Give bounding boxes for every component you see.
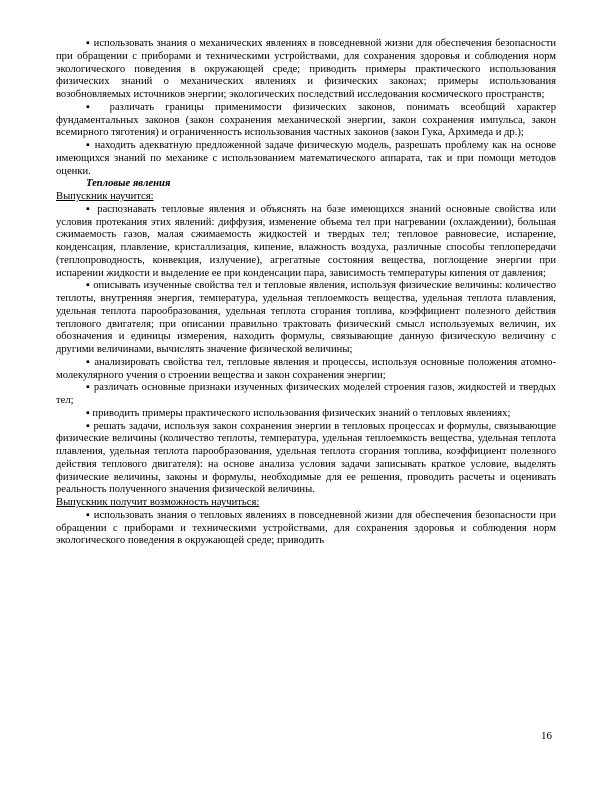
page-number: 16	[541, 730, 552, 742]
bullet-paragraph: ▪ использовать знания о механических явлениях в повседневной жизни для обеспечения безопасности при обращении с приборами и техническими устройствами, для сохранения здоровья и соблюдения норм экологического поведения в окружающей среде; приводить примеры практического использования физических знаний о механических явлениях и физических законах; примеры использования возобновляемых источников энергии; экологических последствий исследования космического пространств;	[56, 38, 556, 100]
section-lead: Выпускник научится:	[56, 191, 154, 202]
section-lead: Выпускник получит возможность научиться:	[56, 497, 260, 508]
bullet-paragraph: ▪ различать границы применимости физических законов, понимать всеобщий характер фундаментальных законов (закон сохранения механической энергии, закон сохранения импульса, закон всемирного тяготения) и ограниченность использования частных законов (закон Гука, Архимеда и др.);	[56, 101, 556, 139]
bullet-paragraph: ▪ решать задачи, используя закон сохранения энергии в тепловых процессах и формулы, связывающие физические величины (количество теплоты, температура, удельная теплоемкость вещества, удельная теплота плавления, удельная теплота парообразования, удельная теплота сгорания топлива, коэффициент полезного действия теплового двигателя): на основе анализа условия задачи записывать краткое условие, выделять физические величины, законы и формулы, необходимые для ее решения, проводить расчеты и оценивать реальность полученного значения физической величины.	[56, 420, 556, 496]
bullet-paragraph: ▪ распознавать тепловые явления и объяснять на базе имеющихся знаний основные свойства или условия протекания этих явлений: диффузия, изменение объема тел при нагревании (охлаждении), большая сжимаемость газов, малая сжимаемость жидкостей и твердых тел; тепловое равновесие, испарение, конденсация, плавление, кристаллизация, кипение, влажность воздуха, различные способы теплопередачи (теплопроводность, конвекция, излучение), агрегатные состояния вещества, поглощение энергии при испарении жидкости и выделение ее при конденсации пара, зависимость температуры кипения от давления;	[56, 203, 556, 279]
section-heading: Тепловые явления	[86, 178, 171, 190]
bullet-paragraph: ▪ анализировать свойства тел, тепловые явления и процессы, используя основные положения атомно-молекулярного учения о строении вещества и закон сохранения энергии;	[56, 356, 556, 381]
body-text	[56, 38, 556, 548]
bullet-paragraph: ▪ описывать изученные свойства тел и тепловые явления, используя физические величины: количество теплоты, внутренняя энергия, температура, удельная теплоемкость вещества, удельная теплота плавления, удельная теплота парообразования, удельная теплота сгорания топлива, коэффициент полезного действия теплового двигателя; при описании правильно трактовать физический смысл используемых величин, их обозначения и единицы измерения, находить формулы, связывающие данную физическую величину с другими величинами, вычислять значение физической величины;	[56, 280, 556, 355]
bullet-paragraph: ▪ использовать знания о тепловых явлениях в повседневной жизни для обеспечения безопасности при обращении с приборами и техническими устройствами, для сохранения здоровья и соблюдения норм экологического поведения в окружающей среде; приводить	[56, 509, 556, 547]
bullet-paragraph: ▪ различать основные признаки изученных физических моделей строения газов, жидкостей и твердых тел;	[56, 382, 556, 406]
bullet-paragraph: ▪ находить адекватную предложенной задаче физическую модель, разрешать проблему как на основе имеющихся знаний по механике с использованием математического аппарата, так и при помощи методов оценки.	[56, 140, 556, 177]
bullet-paragraph: ▪ приводить примеры практического использования физических знаний о тепловых явлениях;	[86, 407, 511, 419]
